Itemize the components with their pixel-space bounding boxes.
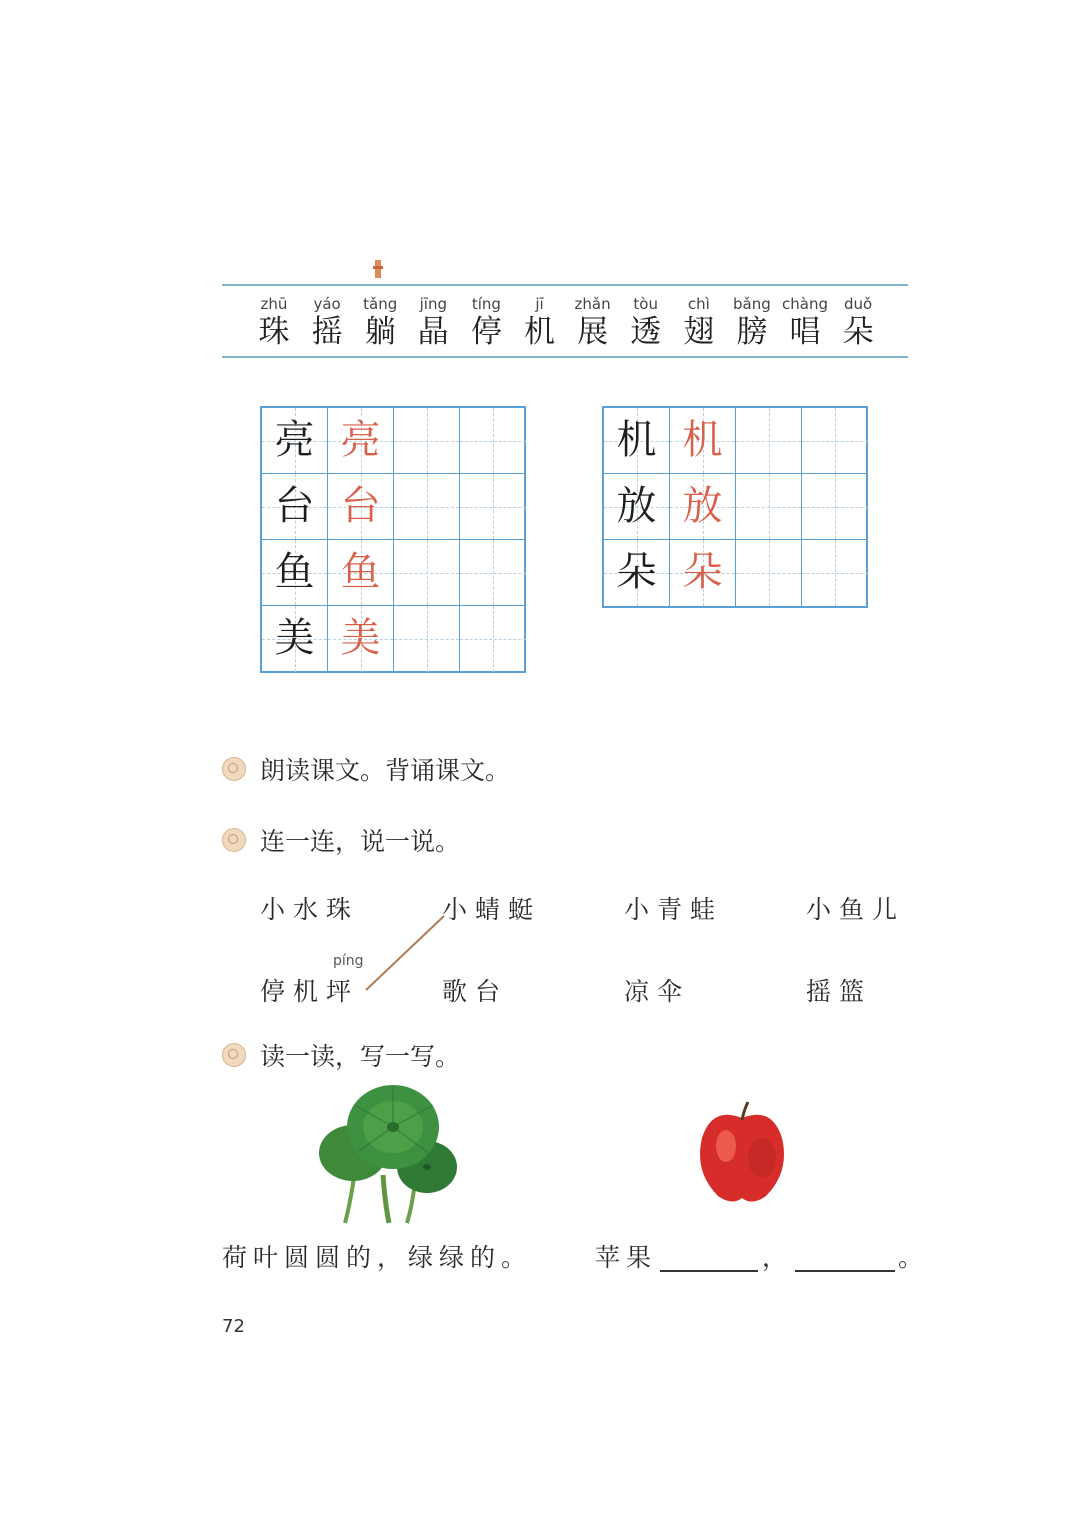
vocab-char: 机: [524, 314, 555, 350]
vocab-item: [407, 294, 459, 350]
apple-illustration: [692, 1100, 792, 1204]
vocab-item: [514, 294, 566, 350]
trace-char: 朵: [682, 549, 723, 595]
match-bottom-word: 歌台: [442, 977, 509, 1006]
model-char: 放: [616, 483, 657, 529]
writing-cell: [670, 408, 736, 474]
lotus-leaf-illustration: [315, 1075, 460, 1225]
vocab-pinyin: yáo: [313, 295, 341, 313]
match-bottom-word: 停机坪: [260, 977, 360, 1006]
trace-char: 机: [682, 417, 723, 463]
writing-cell[interactable]: [394, 540, 460, 606]
writing-cell[interactable]: [394, 606, 460, 672]
writing-cell: [328, 540, 394, 606]
vocab-item: [779, 294, 831, 350]
vocab-char: 透: [630, 314, 662, 350]
writing-cell[interactable]: [460, 408, 526, 474]
writing-cell[interactable]: [460, 606, 526, 672]
vocab-item: [460, 294, 512, 350]
model-char: 美: [274, 615, 315, 661]
page-number: 72: [222, 1316, 245, 1337]
vocab-char: 躺: [364, 314, 396, 350]
writing-cell[interactable]: [394, 408, 460, 474]
vocab-item: [673, 294, 725, 350]
vocab-item: [832, 294, 884, 350]
match-top-word: 小鱼儿: [806, 895, 906, 924]
model-char: 机: [616, 417, 657, 463]
bookmark-icon: [371, 258, 385, 282]
writing-cell[interactable]: [736, 408, 802, 474]
model-char: 台: [274, 483, 315, 529]
writing-cell: [604, 540, 670, 606]
vocab-char: 珠: [258, 314, 290, 350]
writing-grid-right: [602, 406, 868, 608]
model-char: 鱼: [274, 549, 315, 595]
match-bottom-word: 摇篮: [806, 977, 873, 1006]
vocab-char: 展: [577, 314, 609, 350]
vocab-item: [301, 294, 353, 350]
writing-cell: [262, 474, 328, 540]
writing-cell[interactable]: [802, 540, 868, 606]
match-bottom-word: 凉伞: [624, 977, 691, 1006]
vocab-pinyin: bǎng: [733, 295, 771, 313]
writing-cell: [604, 408, 670, 474]
vocab-item: [567, 294, 619, 350]
vocab-item: [248, 294, 300, 350]
writing-cell: [262, 408, 328, 474]
vocab-pinyin: jīng: [419, 295, 447, 313]
trace-char: 美: [340, 615, 381, 661]
pinyin-ping: píng: [333, 953, 364, 969]
vocab-char: 翅: [683, 314, 715, 350]
vocab-char: 朵: [842, 314, 874, 350]
writing-cell[interactable]: [460, 540, 526, 606]
writing-cell: [670, 540, 736, 606]
sentence-apple-start: 苹果: [595, 1243, 658, 1272]
sentence-apple-comma: ，: [762, 1243, 794, 1272]
match-top-word: 小蜻蜓: [442, 895, 542, 924]
vocab-item: [620, 294, 672, 350]
vocab-item: [354, 294, 406, 350]
exercise-badge-icon: [222, 757, 246, 781]
writing-cell: [328, 408, 394, 474]
answer-blank-2[interactable]: [795, 1270, 895, 1272]
exercise-3: [222, 1038, 460, 1072]
vocab-pinyin: chàng: [782, 295, 828, 313]
vocab-char: 摇: [311, 314, 343, 350]
writing-cell: [328, 606, 394, 672]
exercise-badge-icon: [222, 1043, 246, 1067]
vocab-pinyin: tíng: [471, 295, 501, 313]
writing-cell: [670, 474, 736, 540]
vocab-pinyin: zhǎn: [574, 295, 611, 313]
match-connector-line: [360, 912, 450, 994]
writing-cell[interactable]: [460, 474, 526, 540]
vocab-band-top-line: [222, 284, 908, 286]
writing-cell[interactable]: [736, 540, 802, 606]
vocab-item: [726, 294, 778, 350]
vocab-char: 晶: [417, 314, 449, 350]
exercise-2: [222, 823, 460, 857]
sentence-apple-end: 。: [898, 1243, 930, 1272]
trace-char: 放: [682, 483, 723, 529]
writing-cell[interactable]: [736, 474, 802, 540]
writing-cell: [328, 474, 394, 540]
writing-cell: [604, 474, 670, 540]
trace-char: 台: [340, 483, 381, 529]
exercise-1-text: 朗读课文。背诵课文。: [260, 756, 511, 785]
vocab-pinyin: chì: [687, 295, 710, 313]
writing-cell[interactable]: [802, 408, 868, 474]
model-char: 朵: [616, 549, 657, 595]
vocab-pinyin: duǒ: [843, 295, 873, 313]
vocab-pinyin: jī: [535, 295, 544, 313]
exercise-1: [222, 752, 510, 786]
vocab-char: 膀: [736, 314, 768, 350]
vocab-pinyin: tòu: [633, 295, 658, 313]
vocab-char: 停: [470, 314, 502, 350]
writing-grid-left: [260, 406, 526, 673]
trace-char: 鱼: [340, 549, 381, 595]
match-top-word: 小水珠: [260, 895, 360, 924]
vocab-char: 唱: [789, 314, 821, 350]
writing-cell: [262, 540, 328, 606]
writing-cell: [262, 606, 328, 672]
vocab-band-bottom-line: [222, 356, 908, 358]
writing-cell[interactable]: [802, 474, 868, 540]
sentence-lotus: 荷叶圆圆的，绿绿的。: [222, 1243, 533, 1272]
model-char: 亮: [274, 417, 315, 463]
trace-char: 亮: [340, 417, 381, 463]
exercise-badge-icon: [222, 828, 246, 852]
writing-cell[interactable]: [394, 474, 460, 540]
match-top-word: 小青蛙: [624, 895, 724, 924]
vocabulary-row: [248, 294, 888, 354]
answer-blank-1[interactable]: [660, 1270, 758, 1272]
exercise-2-text: 连一连，说一说。: [260, 827, 461, 856]
exercise-3-text: 读一读，写一写。: [260, 1042, 461, 1071]
vocab-pinyin: tǎng: [363, 295, 398, 313]
vocab-pinyin: zhū: [260, 295, 288, 313]
